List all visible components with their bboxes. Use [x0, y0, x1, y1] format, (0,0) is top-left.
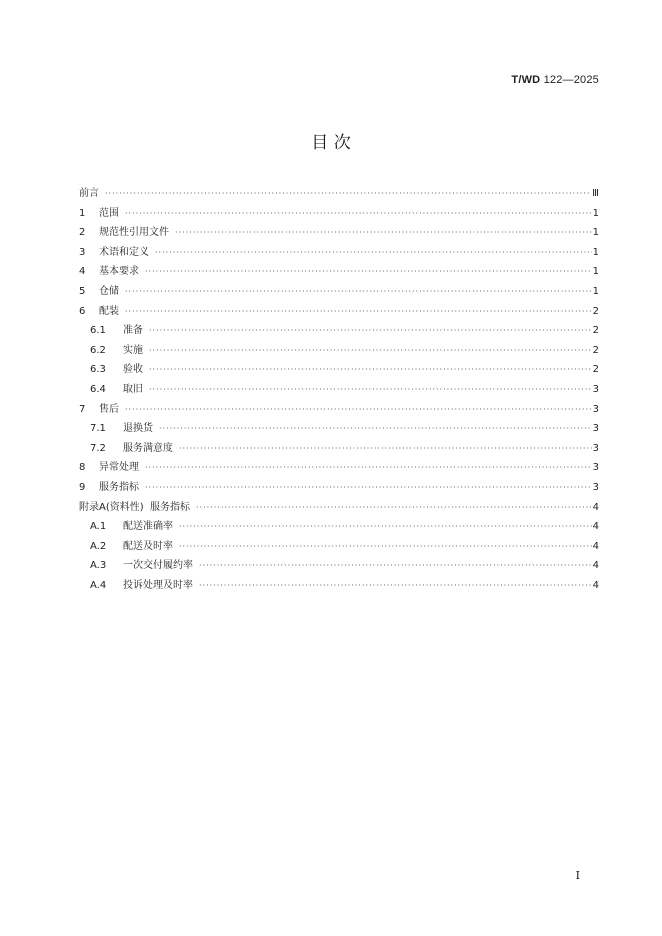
toc-leader-dots [125, 204, 592, 224]
toc-entry-label: 基本要求 [99, 266, 139, 278]
toc-entry-number: 6 [79, 305, 86, 317]
toc-entry[interactable] [79, 478, 599, 498]
toc-leader-dots [175, 223, 592, 243]
toc-entry-page: 3 [592, 403, 599, 415]
toc-entry[interactable] [79, 556, 599, 576]
toc-entry-label: 实施 [123, 344, 143, 356]
standard-prefix: T/WD [511, 74, 541, 86]
toc-entry[interactable] [79, 341, 599, 361]
toc-entry-label: 配装 [99, 305, 119, 317]
toc-entry-page: 1 [592, 285, 599, 297]
toc-entry[interactable] [79, 282, 599, 302]
toc-entry-number: A.1 [90, 521, 107, 533]
toc-entry-number: 9 [79, 481, 86, 493]
toc-entry-label: 范围 [99, 207, 119, 219]
toc-leader-dots [196, 498, 592, 518]
toc-entry[interactable] [79, 498, 599, 518]
toc-entry-page: 1 [592, 246, 599, 258]
toc-entry[interactable] [79, 537, 599, 557]
toc-entry[interactable] [79, 380, 599, 400]
toc-leader-dots [125, 302, 592, 322]
toc-entry-page: 1 [592, 227, 599, 239]
page-number: I [575, 869, 580, 882]
toc-entry[interactable] [79, 439, 599, 459]
toc-entry-page: 4 [592, 540, 599, 552]
toc-leader-dots [145, 262, 592, 282]
toc-entry-number: 8 [79, 462, 86, 474]
toc-entry-page: 3 [592, 481, 599, 493]
toc-entry-label: 术语和定义 [99, 246, 149, 258]
toc-entry-number: 6.2 [90, 344, 106, 356]
toc-entry-label: 异常处理 [99, 462, 139, 474]
toc-entry-number: 7 [79, 403, 86, 415]
toc-entry-number: 7.1 [90, 423, 106, 435]
toc-entry-page: 3 [592, 442, 599, 454]
toc-entry-label: 前言 [79, 188, 99, 199]
toc-entry[interactable] [79, 517, 599, 537]
toc-entry-page: 4 [592, 560, 599, 572]
toc-entry-page: 3 [592, 462, 599, 474]
toc-entry-label: 售后 [99, 403, 119, 415]
standard-number: 122—2025 [540, 74, 599, 86]
toc-entry[interactable] [79, 243, 599, 263]
toc-leader-dots [159, 419, 592, 439]
toc-leader-dots [125, 400, 592, 420]
toc-leader-dots [149, 360, 592, 380]
toc-entry-label: 配送及时率 [123, 540, 173, 552]
toc-entry-page: 3 [592, 423, 599, 435]
toc-entry-page: 1 [592, 207, 599, 219]
toc-entry-label: 服务满意度 [123, 442, 173, 454]
toc-entry-label: 投诉处理及时率 [123, 579, 193, 591]
toc-entry-number: 6.1 [90, 325, 106, 337]
toc-entry-number: A.4 [90, 579, 107, 591]
toc-leader-dots [105, 184, 591, 204]
toc-entry-number: 6.4 [90, 383, 106, 395]
toc-entry-page: 1 [592, 266, 599, 278]
toc-leader-dots [179, 537, 592, 557]
toc-entry-label: 配送准确率 [123, 521, 173, 533]
standard-code [511, 74, 599, 86]
toc-entry[interactable] [79, 400, 599, 420]
toc-entry[interactable] [79, 576, 599, 596]
toc-leader-dots [199, 556, 592, 576]
toc-entry[interactable] [79, 223, 599, 243]
toc-entry-label: 验收 [123, 364, 143, 376]
toc-entry-number: A.3 [90, 560, 107, 572]
toc-leader-dots [179, 439, 592, 459]
table-of-contents [79, 184, 599, 595]
toc-entry-label: 一次交付履约率 [123, 560, 193, 572]
toc-entry-page: 2 [592, 325, 599, 337]
toc-entry-page: Ⅲ [592, 188, 599, 199]
toc-entry-label: 取旧 [123, 383, 143, 395]
toc-leader-dots [149, 380, 592, 400]
toc-entry[interactable] [79, 458, 599, 478]
toc-entry-number: 1 [79, 207, 86, 219]
toc-entry-page: 4 [592, 501, 599, 513]
toc-leader-dots [145, 478, 592, 498]
toc-leader-dots [125, 282, 592, 302]
toc-entry[interactable] [79, 204, 599, 224]
toc-entry[interactable] [79, 262, 599, 282]
toc-leader-dots [179, 517, 592, 537]
toc-entry-label: 规范性引用文件 [99, 227, 169, 239]
toc-entry[interactable] [79, 419, 599, 439]
toc-entry-label: 仓储 [99, 285, 119, 297]
toc-entry-page: 3 [592, 383, 599, 395]
toc-entry[interactable] [79, 360, 599, 380]
toc-entry-label: 退换货 [123, 423, 153, 435]
toc-leader-dots [199, 576, 592, 596]
toc-entry-label: 准备 [123, 325, 143, 337]
page-title: 目 次 [311, 133, 351, 153]
toc-entry-label: 附录A(资料性) 服务指标 [79, 501, 191, 513]
toc-entry[interactable] [79, 302, 599, 322]
toc-entry-number: 6.3 [90, 364, 106, 376]
toc-entry-page: 2 [592, 305, 599, 317]
toc-leader-dots [155, 243, 592, 263]
toc-entry[interactable] [79, 321, 599, 341]
toc-entry-page: 4 [592, 579, 599, 591]
toc-entry-page: 2 [592, 344, 599, 356]
toc-entry-number: 7.2 [90, 442, 106, 454]
toc-entry-number: 4 [79, 266, 86, 278]
toc-entry-label: 服务指标 [99, 481, 139, 493]
toc-leader-dots [149, 341, 592, 361]
toc-entry[interactable] [79, 184, 599, 204]
toc-entry-number: 2 [79, 227, 86, 239]
toc-entry-page: 4 [592, 521, 599, 533]
toc-entry-number: 5 [79, 285, 86, 297]
toc-entry-page: 2 [592, 364, 599, 376]
toc-entry-number: 3 [79, 246, 86, 258]
toc-leader-dots [145, 458, 592, 478]
toc-leader-dots [149, 321, 592, 341]
toc-entry-number: A.2 [90, 540, 107, 552]
